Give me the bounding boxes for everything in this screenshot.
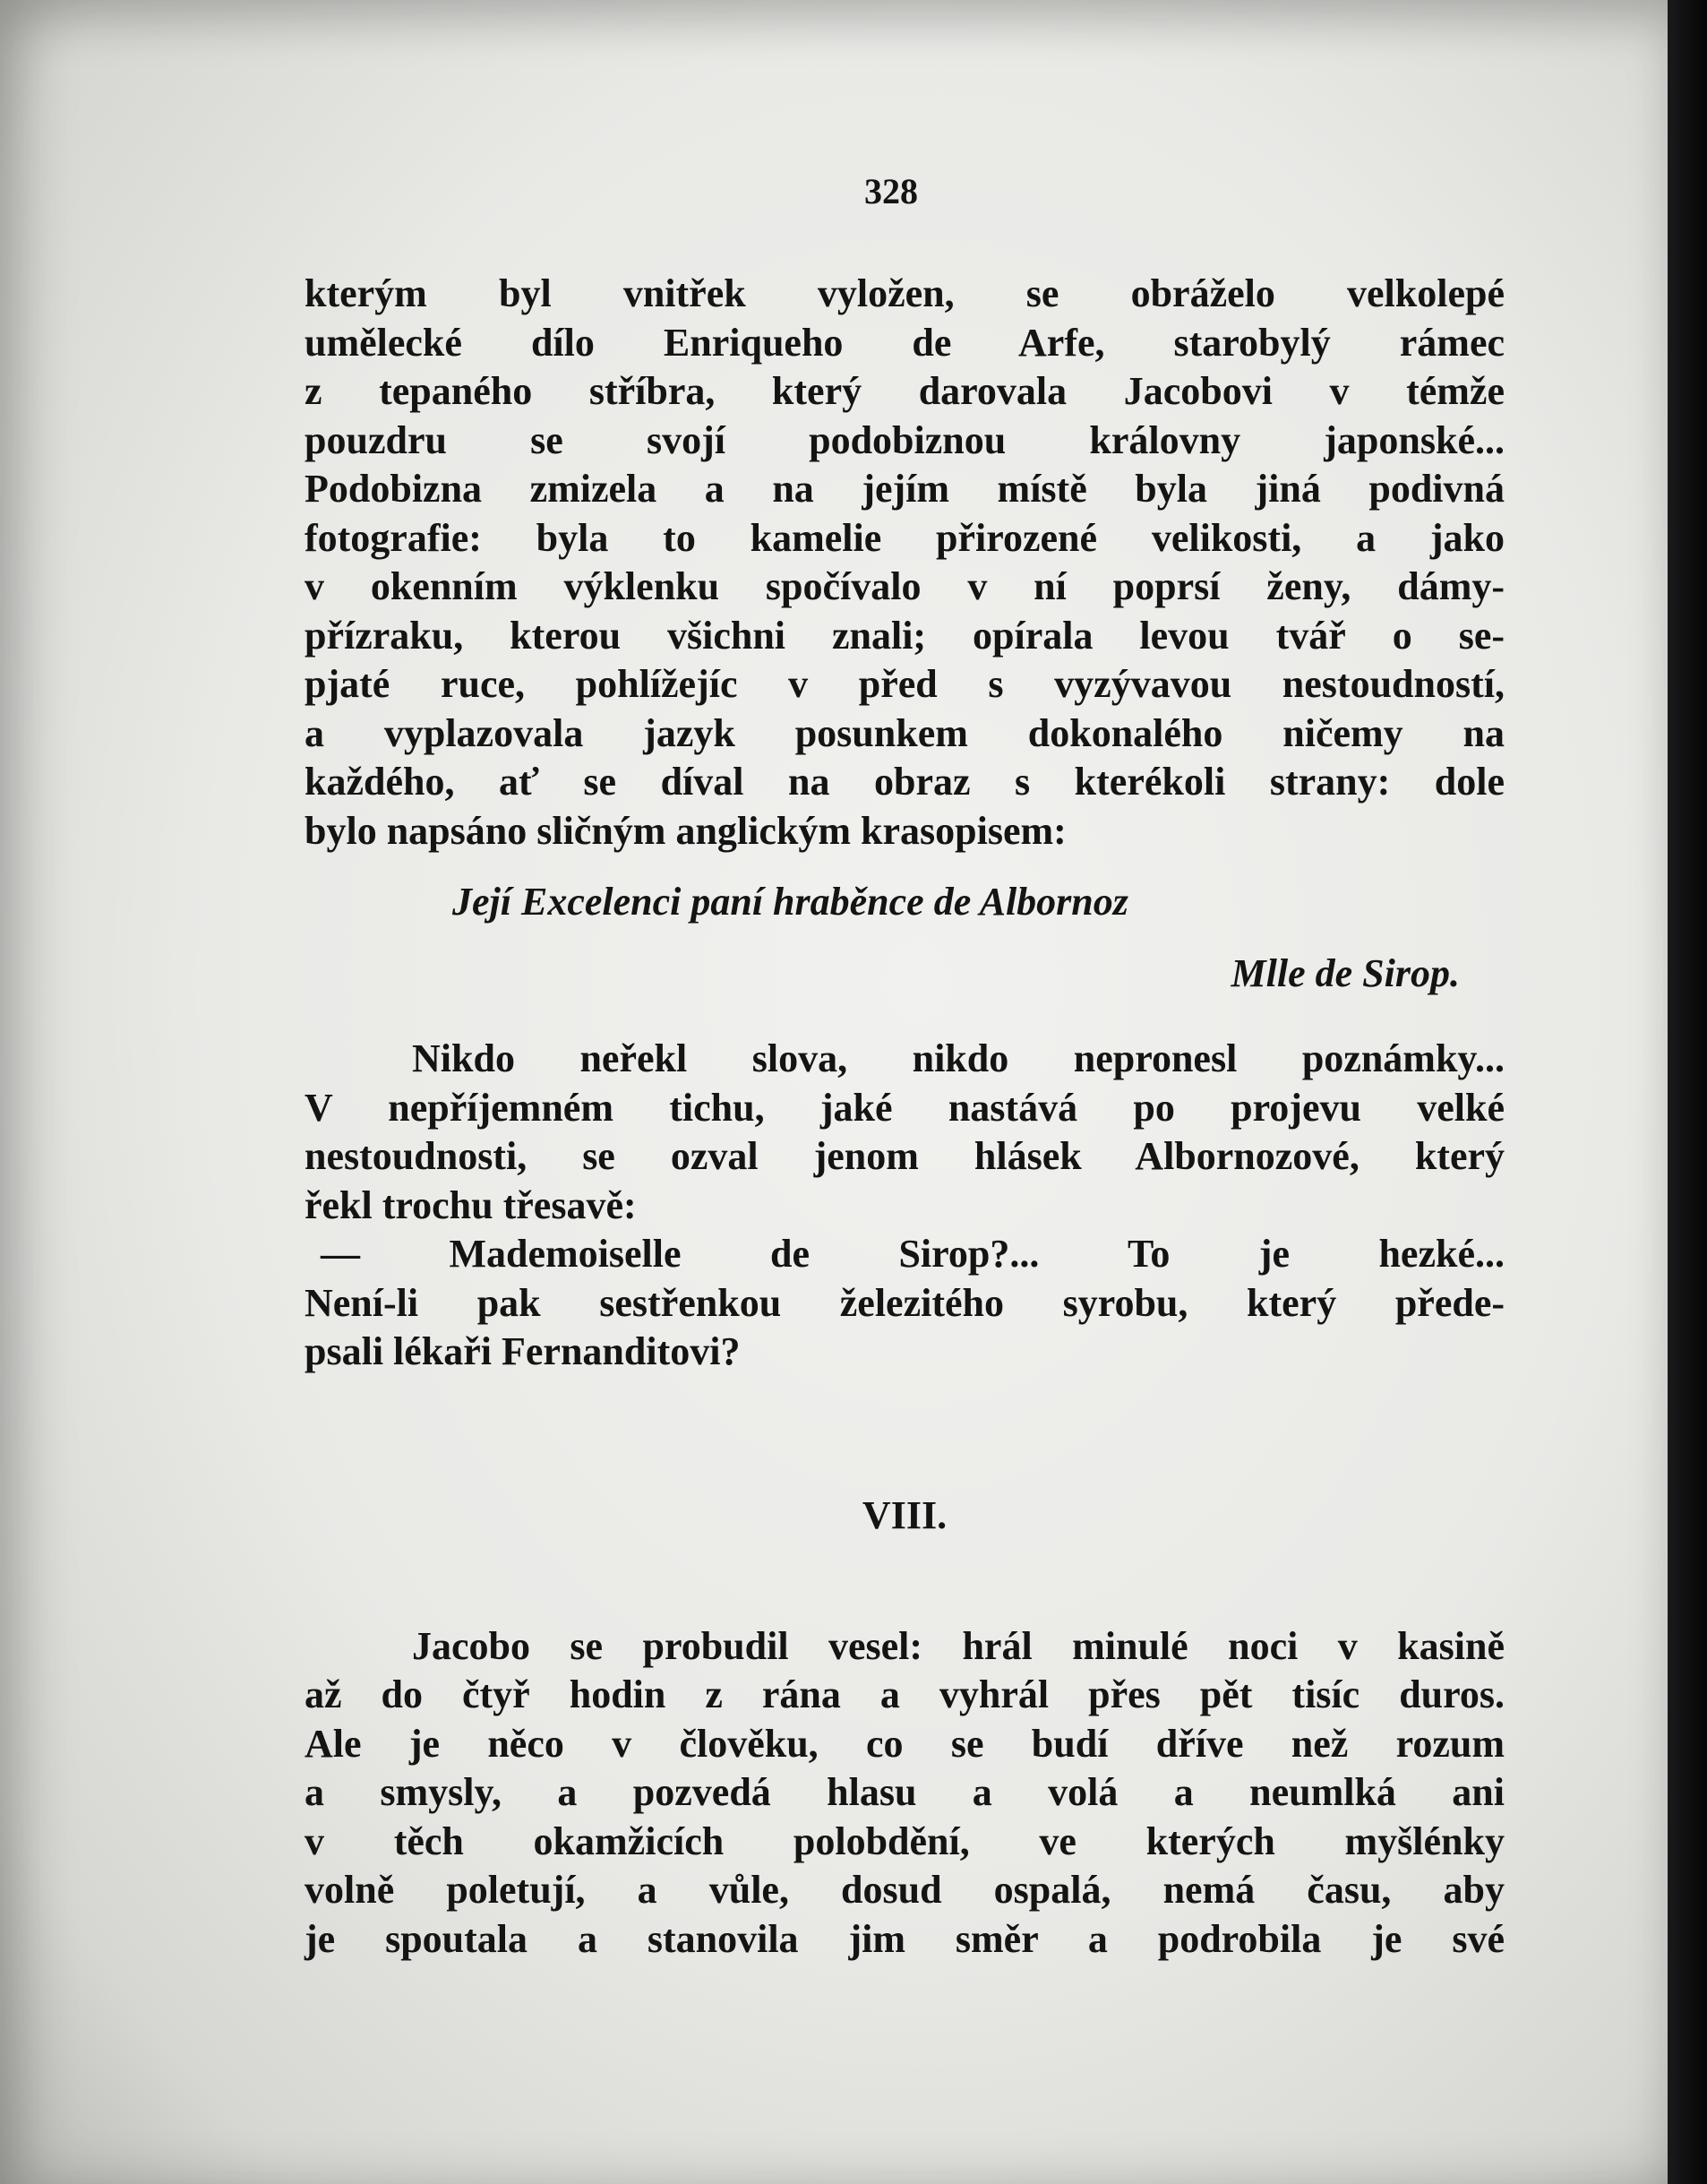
text-line: je spoutala a stanovila jim směr a podrobila je své — [305, 1916, 1505, 1961]
text-line: Podobizna zmizela a na jejím místě byla jiná podivná — [305, 467, 1505, 511]
signature: Mlle de Sirop. — [1231, 951, 1460, 995]
paragraph-4 — [305, 1622, 1505, 1965]
text-line: Není-li pak sestřenkou železitého syrobu, který přede- — [305, 1280, 1505, 1325]
page-text — [305, 170, 1505, 1964]
text-line: Jacobo se probudil vesel: hrál minulé noci v kasině — [412, 1623, 1505, 1668]
paragraph-2 — [305, 1035, 1505, 1230]
page-number: 328 — [864, 171, 918, 211]
text-line: bylo napsáno sličným anglickým krasopisem: — [305, 808, 1067, 853]
text-line: každého, ať se díval na obraz s kterékoli strany: dole — [305, 760, 1505, 804]
paragraph-1 — [305, 270, 1505, 856]
text-line: volně poletují, a vůle, dosud ospalá, nemá času, aby — [305, 1868, 1505, 1912]
text-line: řekl trochu třesavě: — [305, 1182, 637, 1227]
paragraph-3 — [305, 1230, 1505, 1377]
text-line: — Mademoiselle de Sirop?... To je hezké... — [321, 1232, 1505, 1276]
text-line: umělecké dílo Enriqueho de Arfe, starobylý rámec — [305, 320, 1505, 365]
text-line: Nikdo neřekl slova, nikdo nepronesl poznámky... — [412, 1036, 1505, 1080]
text-line: kterým byl vnitřek vyložen, se obráželo velkolepé — [305, 271, 1505, 315]
text-line: a vyplazovala jazyk posunkem dokonalého ničemy na — [305, 710, 1505, 755]
text-line: v těch okamžicích polobdění, ve kterých myšlénky — [305, 1819, 1505, 1863]
text-line: pjaté ruce, pohlížejíc v před s vyzývavou nestoudností, — [305, 662, 1505, 706]
text-line: a smysly, a pozvedá hlasu a volá a neumlká ani — [305, 1770, 1505, 1814]
text-line: Ale je něco v člověku, co se budí dříve než rozum — [305, 1721, 1505, 1766]
text-line: V nepříjemném tichu, jaké nastává po projevu velké — [305, 1085, 1505, 1130]
text-line: fotografie: byla to kamelie přirozené velikosti, a jako — [305, 515, 1505, 560]
text-line: až do čtyř hodin z rána a vyhrál přes pět tisíc duros. — [305, 1672, 1505, 1716]
text-line: v okenním výklenku spočívalo v ní poprsí ženy, dámy- — [305, 564, 1505, 608]
text-line: nestoudnosti, se ozval jenom hlásek Albornozové, který — [305, 1134, 1505, 1178]
text-line: z tepaného stříbra, který darovala Jacobovi v témže — [305, 369, 1505, 413]
dedication: Její Excelenci paní hraběnce de Albornoz — [452, 880, 1128, 924]
text-line: psali lékaři Fernanditovi? — [305, 1329, 741, 1373]
text-line: přízraku, kterou všichni znali; opírala levou tvář o se- — [305, 613, 1505, 658]
book-spine-shadow — [1668, 0, 1707, 2184]
text-line: pouzdru se svojí podobiznou královny japonské... — [305, 417, 1505, 462]
chapter-heading: VIII. — [862, 1492, 948, 1537]
